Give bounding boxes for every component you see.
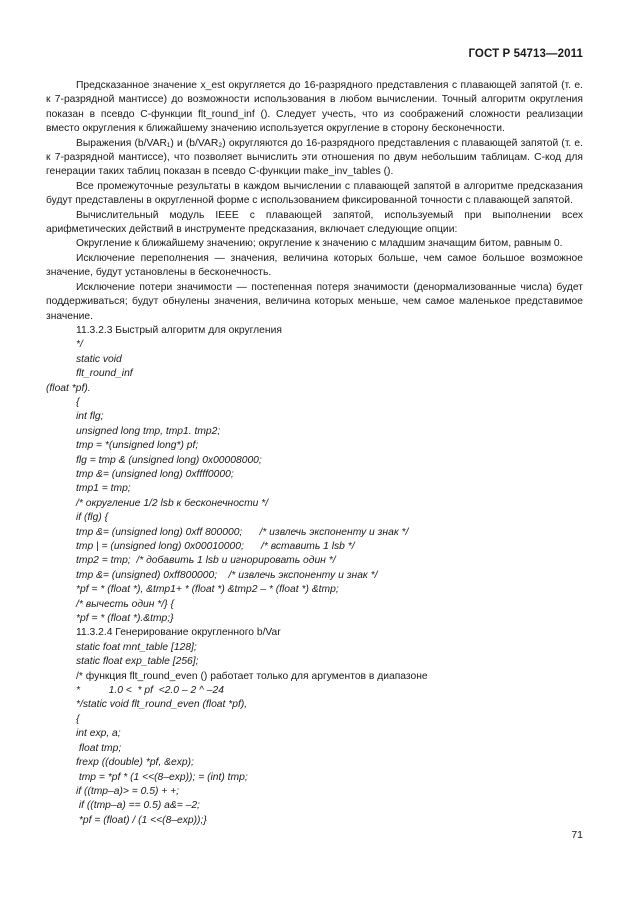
code-line: tmp1 = tmp; xyxy=(76,483,131,495)
code-listing xyxy=(46,324,583,828)
code-line: */ xyxy=(76,339,83,351)
code-line: tmp = *(unsigned long*) pf; xyxy=(76,440,199,452)
paragraph: Исключение потери значимости — постепенная потеря значимости (денормализованные числа) будет поддерживаться; будут обнулены значения, величина которых меньше, чем самое маленькое представимое значение. xyxy=(46,281,583,322)
code-line: /* вычесть один */} { xyxy=(76,598,174,610)
paragraph: Все промежуточные результаты в каждом вычислении с плавающей запятой в алгоритме предсказания будут представлены в округленной форме с использованием фиксированной точности с плавающей запятой. xyxy=(46,180,583,207)
paragraph: Выражения (b/VAR₁) и (b/VAR₂) округляются до 16-разрядного представления с плавающей запятой (т. е. к 7-разрядной мантиссе), что позволяет вычислить эти отношения по двум небольшим таблицам. С-код для генерации таких таблиц показан в псевдо С-функции make_inv_tables (). xyxy=(46,137,583,178)
code-line: (float *pf). xyxy=(46,382,91,394)
code-line: */static void flt_round_even (float *pf), xyxy=(76,699,248,711)
code-line: int exp, a; xyxy=(76,728,121,740)
code-line: static float exp_table [256]; xyxy=(76,656,199,668)
paragraph: Предсказанное значение x_est округляется до 16-разрядного представления с плавающей запятой (т. е. к 7-разрядной мантиссе) до возможности использования в любом вычислении. Точный алгоритм округления показан в псевдо С-функции flt_round_inf (). Следует учесть, что из соображений сложности реализации вместо округления к ближайшему значению используется округление в сторону бесконечности. xyxy=(46,80,583,135)
code-line: int flg; xyxy=(76,411,104,423)
code-line: static void xyxy=(76,353,122,365)
paragraph: Исключение переполнения — значения, величина которых больше, чем самое большое возможное значение, будут установлены в бесконечность. xyxy=(46,252,583,279)
code-line: flg = tmp & (unsigned long) 0x00008000; xyxy=(76,454,262,466)
code-line: if (flg) { xyxy=(76,512,109,524)
code-line: * 1.0 < * pf <2.0 – 2 ^ –24 xyxy=(76,685,224,697)
page-number: 71 xyxy=(571,829,583,841)
code-line: /* округление 1/2 lsb к бесконечности */ xyxy=(76,497,269,509)
code-line: unsigned long tmp, tmp1. tmp2; xyxy=(76,425,221,437)
code-line: frexp ((double) *pf, &exp); xyxy=(76,757,194,769)
paragraph: Вычислительный модуль IEEE с плавающей запятой, используемый при выполнении всех арифметических действий в инструменте предсказания, включает следующие опции: xyxy=(46,209,583,236)
code-line: /* функция flt_round_even () работает только для аргументов в диапазоне xyxy=(76,670,428,682)
code-line: { xyxy=(76,713,80,725)
document-header: ГОСТ Р 54713—2011 xyxy=(468,48,583,60)
code-line: *pf = (float) / (1 <<(8–exp));} xyxy=(76,814,207,826)
section-heading: 11.3.2.4 Генерирование округленного b/Var xyxy=(76,627,281,639)
code-line: if ((tmp–a)> = 0.5) + +; xyxy=(76,785,180,797)
document-body xyxy=(46,79,583,828)
code-line: tmp &= (unsigned) 0xff800000; /* извлечь экспоненту и знак */ xyxy=(76,569,378,581)
code-line: if ((tmp–a) == 0.5) a&= –2; xyxy=(76,800,200,812)
code-line: tmp &= (unsigned long) 0xff 800000; /* извлечь экспоненту и знак */ xyxy=(76,526,409,538)
code-line: { xyxy=(76,396,80,408)
section-heading: 11.3.2.3 Быстрый алгоритм для округления xyxy=(76,324,282,336)
code-line: *pf = * (float *), &tmp1+ * (float *) &tmp2 – * (float *) &tmp; xyxy=(76,584,339,596)
code-line: float tmp; xyxy=(76,742,122,754)
code-line: flt_round_inf xyxy=(76,368,133,380)
code-line: tmp | = (unsigned long) 0x00010000; /* вставить 1 lsb */ xyxy=(76,541,355,552)
code-line: tmp2 = tmp; /* добавить 1 lsb и игнорировать один */ xyxy=(76,555,336,567)
code-line: static foat mnt_table [128]; xyxy=(76,641,197,653)
code-line: *pf = * (float *).&tmp;} xyxy=(76,613,174,625)
paragraph: Округление к ближайшему значению; округление к значению с младшим значащим битом, равным 0. xyxy=(76,238,563,250)
code-line: tmp &= (unsigned long) 0xffff0000; xyxy=(76,468,234,480)
code-line: tmp = *pf * (1 <<(8–exp)); = (int) tmp; xyxy=(76,771,248,783)
